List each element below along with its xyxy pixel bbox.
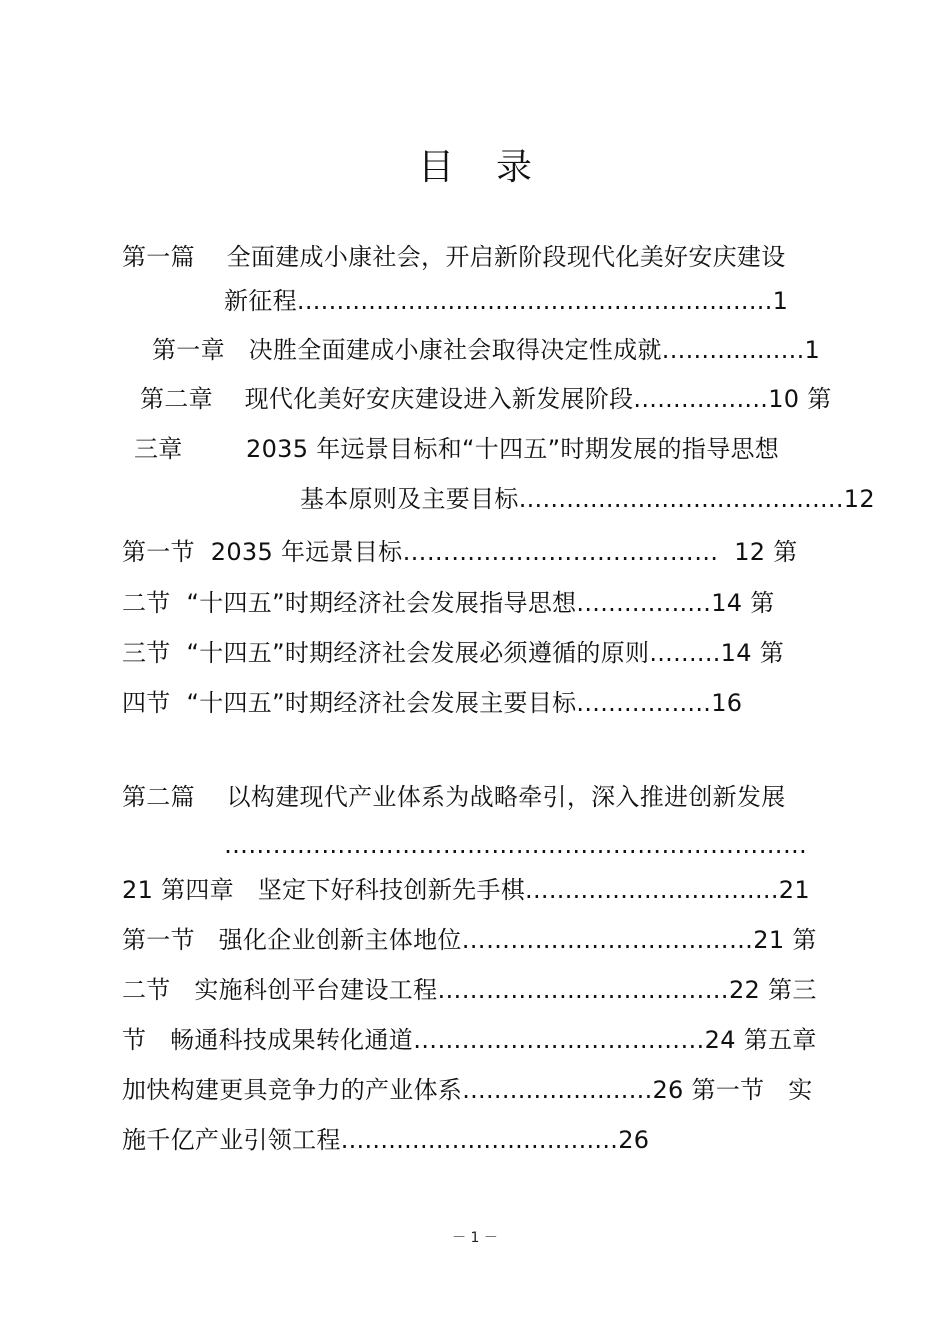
toc-section-1: 第一节 2035 年远景目标………………………………… 12 第 <box>122 538 798 566</box>
toc-ch5-section-1: 施千亿产业引领工程...................................26 <box>122 1126 650 1154</box>
toc-chapter-2: 第二章 现代化美好安庆建设进入新发展阶段.................10 第 <box>140 385 832 413</box>
toc-chapter-3: 三章 2035 年远景目标和“十四五”时期发展的指导思想 <box>134 435 780 463</box>
page-number: － 1 － <box>452 1230 498 1246</box>
toc-part-1-title-cont: 新征程............................................................1 <box>224 287 789 315</box>
toc-chapter-1: 第一章 决胜全面建成小康社会取得决定性成就..................1 <box>152 336 821 364</box>
toc-part-2-title: 第二篇 以构建现代产业体系为战略牵引，深入推进创新发展 <box>122 783 786 811</box>
toc-chapter-5: 加快构建更具竞争力的产业体系........................26 第一节 实 <box>122 1076 813 1104</box>
toc-ch4-section-2: 二节 实施科创平台建设工程………………………………22 第三 <box>122 976 817 1004</box>
toc-chapter-4: 21 第四章 坚定下好科技创新先手棋................................21 <box>122 876 810 904</box>
toc-ch4-section-3: 节 畅通科技成果转化通道………………………………24 第五章 <box>122 1026 817 1054</box>
page-title: 目录 <box>417 147 574 188</box>
toc-section-3: 三节 “十四五”时期经济社会发展必须遵循的原则.........14 第 <box>122 639 785 667</box>
toc-chapter-3-cont: 基本原则及主要目标.........................................12 <box>300 485 875 513</box>
toc-section-2: 二节 “十四五”时期经济社会发展指导思想.................14 第 <box>122 589 775 617</box>
toc-part-1-title: 第一篇 全面建成小康社会，开启新阶段现代化美好安庆建设 <box>122 243 786 271</box>
toc-section-4: 四节 “十四五”时期经济社会发展主要目标.................16 <box>122 689 743 717</box>
toc-ch4-section-1: 第一节 强化企业创新主体地位………………………………21 第 <box>122 926 817 954</box>
toc-part-2-leader: ……………………………………………………………… <box>224 831 808 859</box>
